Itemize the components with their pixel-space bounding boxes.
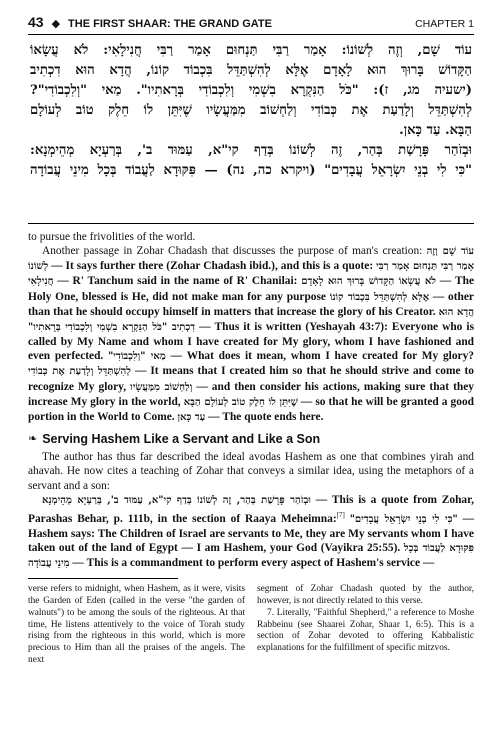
header-left: [28, 14, 272, 30]
paragraph-zohar-behar: וּבְזֹהַר פָּרָשַׁת בְּהַר, זֶה לְשׁוֹנוֹ בְּדַף קי"א, עַמּוּד ב', בְּרַעְיָא מְהֵימְנָא — This is a quote from Zohar, Parashas Behar, p. 111b, in the section of Raaya Meheimna:[7] "כִּי לִי בְנֵי יִשְׂרָאֵל עֲבָדִים" — Hashem says: The Children of Israel are servants to Me, they are My servants whom I have taken out of the land of Egypt — I am Hashem, your God (Vayikra 25:55). פִּקּוּדָא לַעֲבוֹד בְּכָל מִינֵי עֲבוֹדָה — This is a commandment to perform every aspect of Hashem's service —: [28, 493, 474, 570]
hebrew-line: "כִּי לִי בְנֵי יִשְׂרָאֵל עֲבָדִים" (ויקרא כה, נה) — פִּקּוּדָא לַעֲבוֹד בְּכָל מִינֵי עֲבוֹדָה: [30, 163, 472, 178]
footnotes: [28, 584, 474, 667]
hebrew-line: עוֹד שָׁם, וְזֶה לְשׁוֹנוֹ: אָמַר רַבִּי תַּנְחוּם אָמַר רַבִּי חֲנִילָאִי: לֹא עֲשָׂאוֹ: [30, 43, 472, 58]
hebrew-line: לְהִשְׁתַּדֵּל וְלָדַעַת אֶת כְּבוֹדִי וְלַחְשׁוֹב מִמַּעֲשָׂיו שֶׁיִּתֵּן לוֹ חֵלֶק טוֹב לְעוֹלָם: [30, 103, 472, 118]
paragraph-intro: The author has thus far described the ideal avodas Hashem as one that combines yirah and ahavah. He now cites a teaching of Zohar that conveys a similar idea, using the metaphors of a servant and a son:: [28, 451, 474, 492]
source-divider: [28, 223, 474, 224]
paragraph-zohar-chadash: Another passage in Zohar Chadash that discusses the purpose of man's creation: עוֹד שָׁם וְזֶה לְשׁוֹנוֹ — It says further there (Zohar Chadash ibid.), and this is a quote: אָמַר רַבִּי תַּנְחוּם אָמַר רַבִּי חֲנִילָאִי — R' Tanchum said in the name of R' Chanilai: לֹא עֲשָׂאוֹ הַקָּדוֹשׁ בָּרוּךְ הוּא לָאָדָם — The Holy One, blessed is He, did not make man for any purpose אֶלָּא לְהִשְׁתַּדֵּל בִּכְבוֹד קוֹנוֹ — other than that he should occupy himself in matters that increase the glory of his Creator. הֲדָא הוּא דִכְתִיב "כֹּל הַנִּקְרָא בִשְׁמִי וְלִכְבוֹדִי בְּרָאתִיו" — Thus it is written (Yeshayah 43:7): Everyone who is called by My Name and whom I have created for My glory, whom I have fashioned and even perfected. מַאי "וְלִכְבוֹדִי" — What does it mean, whom I have created for My glory? לְהִשְׁתַּדֵּל וְלָדַעַת אֶת כְּבוֹדִי — It means that I created him so that he should strive and come to recognize My glory, וְלַחְשׁוֹב מִמַּעֲשָׂיו — and then consider his actions, making sure that they increase My glory in the world, שֶׁיִּתֵּן לוֹ חֵלֶק טוֹב לְעוֹלָם הַבָּא — so that he will be granted a good portion in the World to Come. עַד כָּאן — The quote ends here.: [28, 245, 475, 423]
running-title: THE FIRST SHAAR: THE GRAND GATE: [68, 18, 272, 30]
hebrew-line: (ישעיה מג, ז): "כֹּל הַנִּקְרָא בִשְׁמִי וְלִכְבוֹדִי בְּרָאתִיו". מַאי "וְלִכְבוֹדִי"?: [30, 83, 472, 98]
footnote-marker: [7]: [336, 510, 345, 519]
hebrew-source-text: [28, 41, 474, 223]
footnote-text: verse refers to midnight, when Hashem, as it were, visits the Garden of Eden (called in the verse "the garden of walnuts") to be among the souls of the righteous. At that time, He listens attentively to the voice of Torah study rising from the righteous in this world, which is more precious to Him than all the praises of the angels. The next: [28, 584, 245, 666]
section-heading: [28, 432, 474, 446]
section-heading-text: Serving Hashem Like a Servant and Like a Son: [42, 432, 321, 447]
commentary-text: [28, 230, 474, 571]
fleuron-icon: ❧: [28, 433, 38, 446]
footnote-column-right: [257, 584, 474, 667]
footnote-text: segment of Zohar Chadash quoted by the author, however, is not directly related to this verse.: [257, 584, 474, 607]
header-rule: [28, 34, 474, 35]
chapter-label: CHAPTER 1: [415, 18, 474, 30]
footnote-rule: [28, 578, 178, 579]
hebrew-line: וּבְזֹהַר פָּרָשַׁת בְּהַר, זֶה לְשׁוֹנוֹ בְּדַף קי"א, עַמּוּד ב', בְּרַעְיָא מְהֵימְנָא:: [30, 143, 472, 158]
footnote-column-left: [28, 584, 245, 667]
book-page: [28, 14, 474, 667]
hebrew-line: הַקָּדוֹשׁ בָּרוּךְ הוּא לָאָדָם אֶלָּא לְהִשְׁתַּדֵּל בִּכְבוֹד קוֹנוֹ, הֲדָא הוּא דִכְתִיב: [30, 63, 472, 78]
diamond-ornament: ◆: [51, 18, 61, 30]
page-number: 43: [28, 14, 44, 30]
footnote-7: 7. Literally, "Faithful Shepherd," a reference to Moshe Rabbeinu (see Shaarei Zohar, Shaar 1, 6:5). This is a section of Zohar devoted to offering Kabbalistic explanations for the fulfillment of specific mitzvos.: [257, 607, 474, 654]
paragraph-continuation: to pursue the frivolities of the world.: [28, 231, 196, 243]
running-header: [28, 14, 474, 32]
hebrew-line: הַבָּא. עַד כָּאן.: [399, 123, 472, 138]
